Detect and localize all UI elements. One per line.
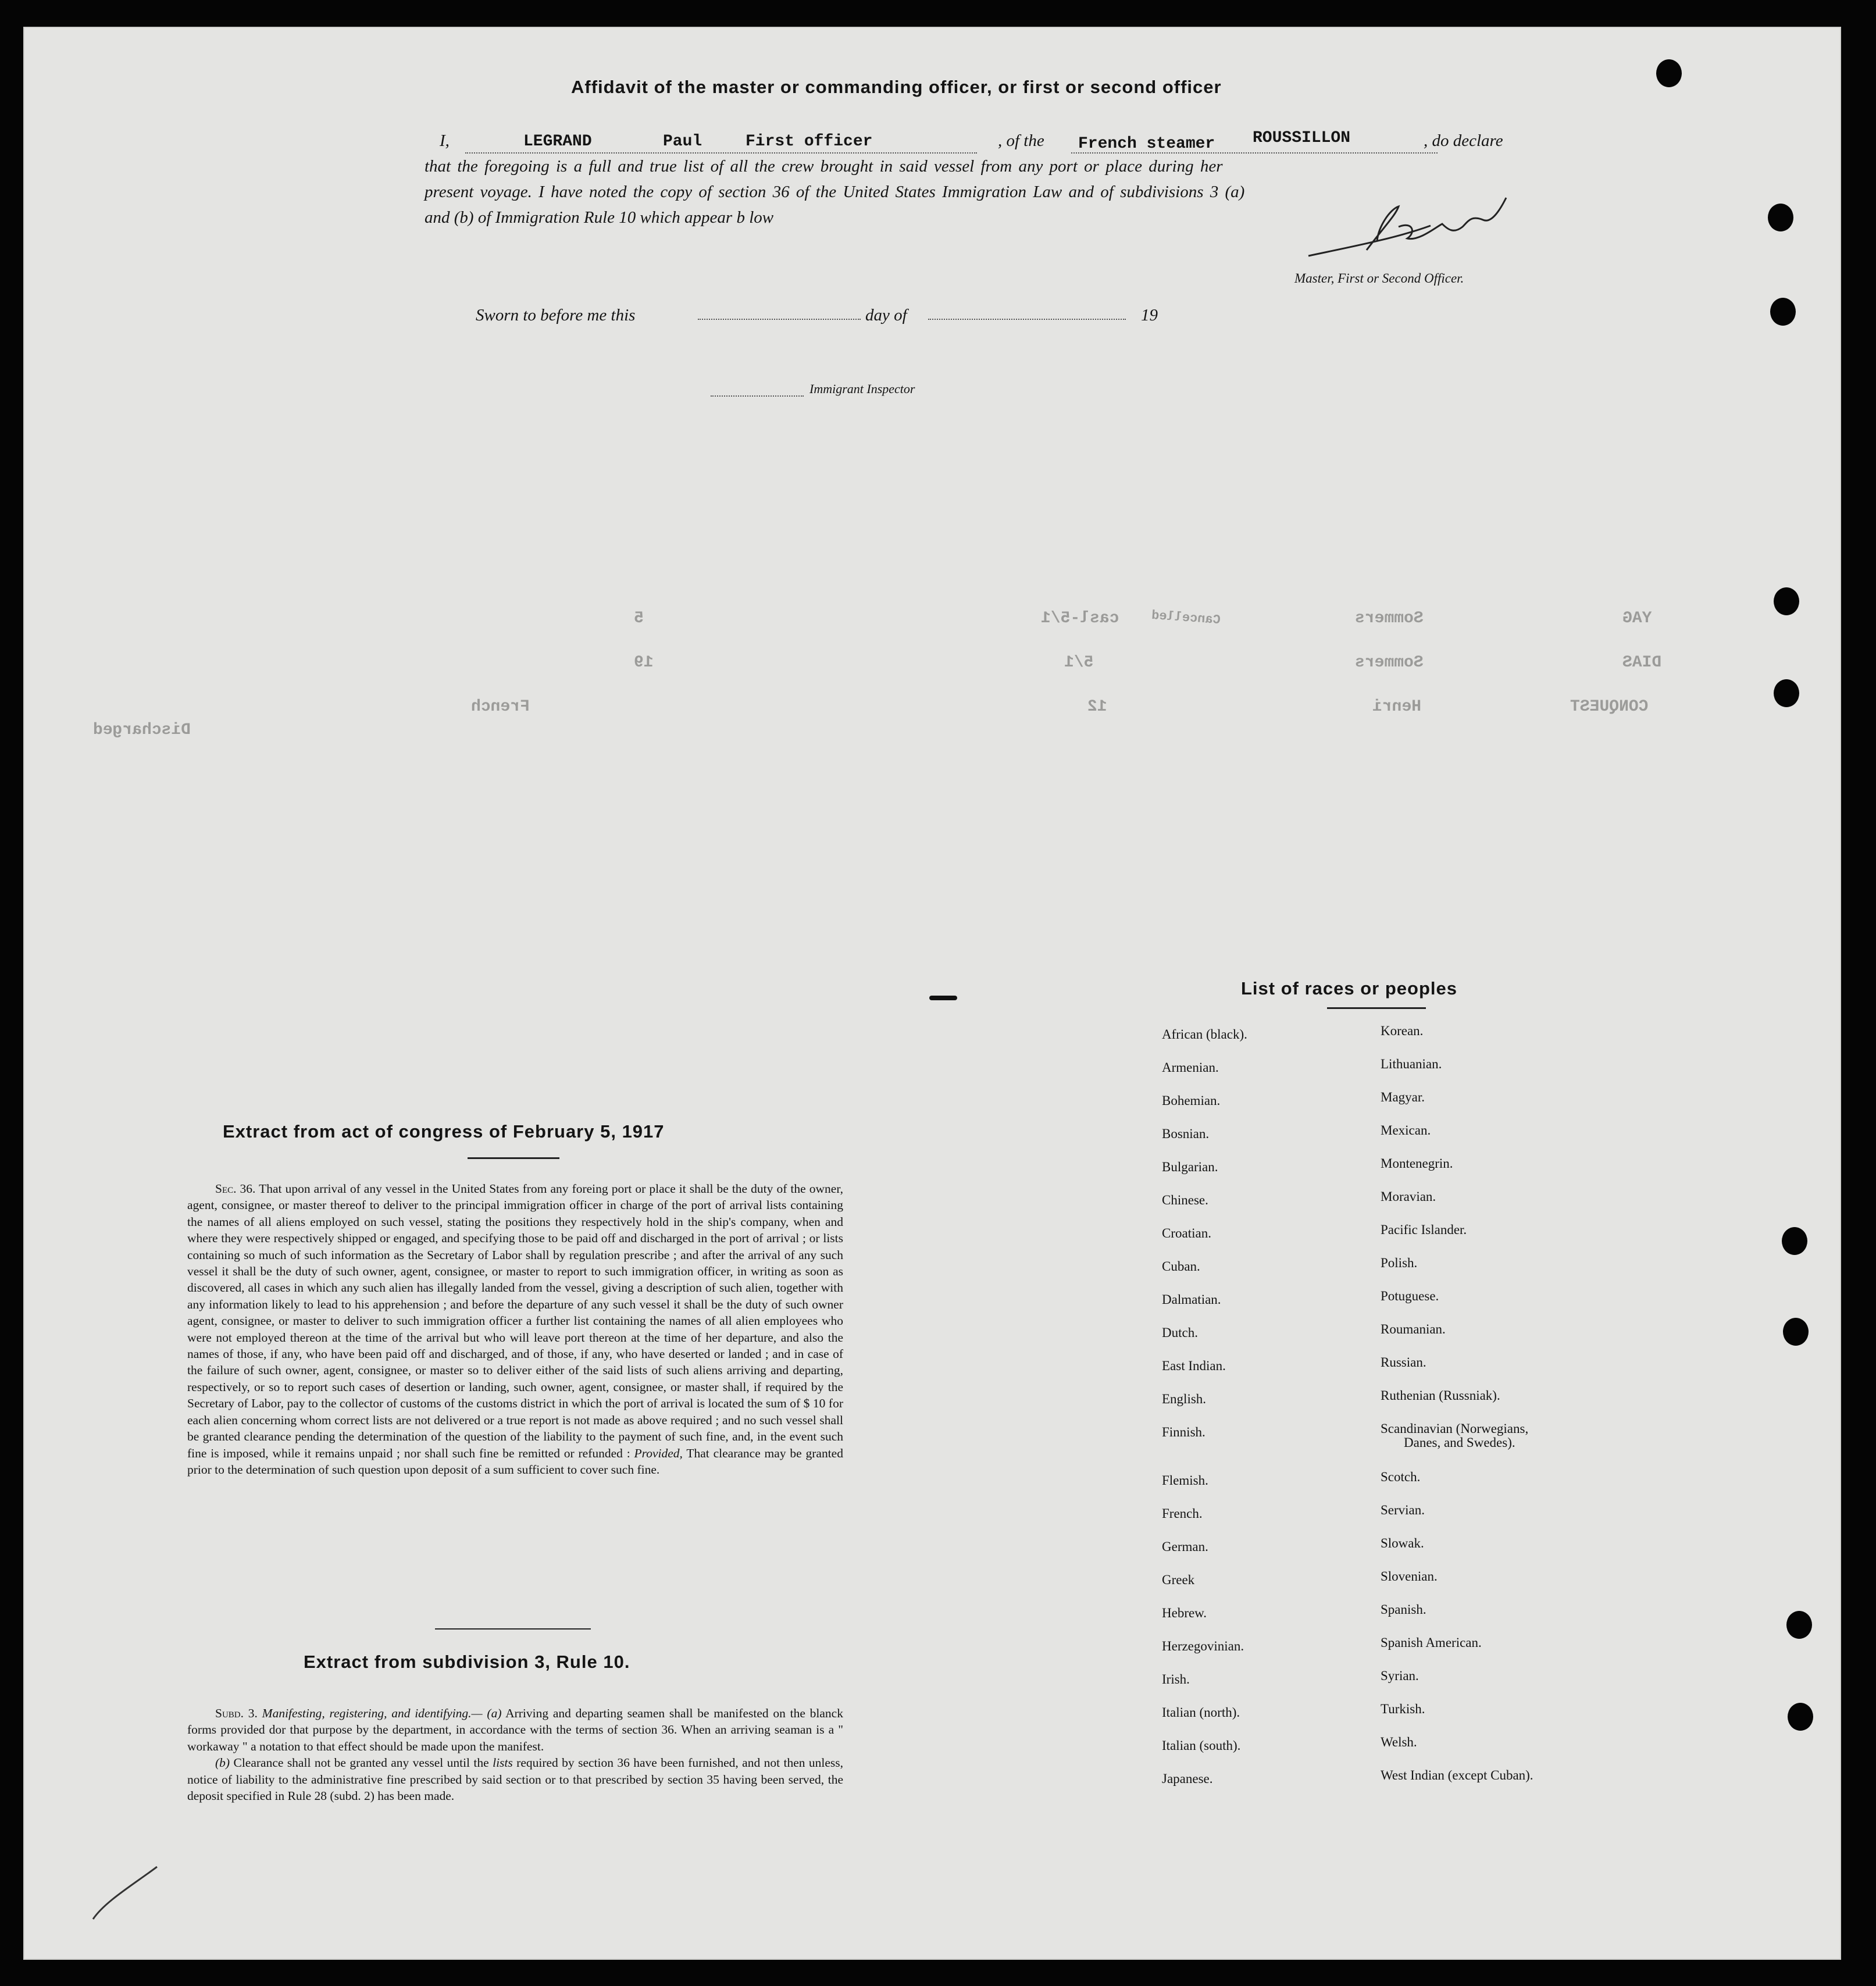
race-item: English. (1162, 1392, 1207, 1406)
sworn-month-blank (928, 319, 1126, 320)
bleedthrough-text: 19 (634, 654, 654, 672)
rule-subd-title: Manifesting, registering, and identifying.— (a) (262, 1706, 502, 1720)
rule-text-b2: required by section 36 have been furnished, and not then unless, notice of liability to the administrative fine prescribed by said section or to that prescribed by section 35 having been served, the deposit specified in Rule 28 (subd. 2) has been made. (187, 1756, 844, 1803)
race-item: Montenegrin. (1381, 1156, 1453, 1171)
pencil-mark (81, 1861, 163, 1925)
rule-paragraph-b (187, 1755, 843, 1804)
bleedthrough-text: Henri (1372, 698, 1422, 716)
binder-hole (1788, 1703, 1813, 1731)
act-section-body: That upon arrival of any vessel in the United States from any foreing port or place it shall be the duty of the owner, agent, consignee, or master thereof to deliver to the principal immigration officer in charge of the port of arrival lists containing the names of all aliens employed on such vessel, stating the positions they respectively hold in the ship's company, when and where they were respectively shipped or engaged, and specifying those to be paid off and discharged in the port of arrival ; or lists containing so much of such information as the Secretary of Labor shall by regulation prescribe ; and after the arrival of any such vessel it shall be the duty of such owner, agent, consignee, or master to report to such immigration officer, in writing as soon as discovered, all cases in which any such alien has illegally landed from the vessel, giving a description of such alien, together with any information likely to lead to his apprehension ; and before the departure of any such vessel it shall be the duty of such owner agent, consignee, or master to deliver to such immigration officer a further list containing the names of all alien employees who were not employed thereon at the time of the arrival but who will leave port thereon at the time of her departure, and also the names of those, if any, who have been paid off and discharged, and of those, if any, who have deserted or landed ; and in case of the failure of such owner, agent, consignee, or master so to deliver either of the said lists of such aliens arriving and departing, respectively, or so to report such cases of desertion or landing, such owner, agent, consignee, or master shall, if required by the Secretary of Labor, pay to the collector of customs of the customs district in which the port of arrival is located the sum of $ 10 for each alien concerning whom correct lists are not delivered or a true report is not made as above required ; and no such vessel shall be granted clearance pending the determination of the question of the liability to the payment of such fine, and, in the event such fine is imposed, while it remains unpaid ; nor shall such fine be remitted or refunded : (187, 1182, 843, 1460)
vessel-name: ROUSSILLON (1253, 129, 1351, 147)
race-item: Armenian. (1162, 1060, 1219, 1075)
races-heading: List of races or peoples (1241, 978, 1457, 999)
race-item: Bulgarian. (1162, 1160, 1218, 1174)
race-item: Scotch. (1381, 1470, 1421, 1484)
race-item: Cuban. (1162, 1259, 1200, 1274)
bleedthrough-text: Discharged (93, 721, 191, 739)
race-item: Slowak. (1381, 1536, 1424, 1550)
race-item: Dutch. (1162, 1325, 1198, 1340)
affidavit-heading: Affidavit of the master or commanding officer, or first or second officer (571, 77, 1222, 97)
sworn-day-of: day of (865, 306, 907, 325)
inspector-signature-blank (711, 395, 804, 397)
act-provided: Provided, (634, 1446, 683, 1460)
bleedthrough-text: Cancelled (1151, 608, 1221, 628)
race-item: Ruthenian (Russniak). (1381, 1388, 1500, 1403)
binder-hole (1786, 1611, 1812, 1639)
signature-caption: Master, First or Second Officer. (1294, 271, 1464, 286)
binder-hole (1782, 1227, 1807, 1255)
officer-name: LEGRAND (523, 133, 592, 151)
binder-hole (1768, 204, 1793, 231)
race-item: Croatian. (1162, 1226, 1211, 1240)
bleedthrough-text: Sommers (1355, 609, 1424, 627)
bleedthrough-text: French (471, 698, 530, 716)
race-item: Welsh. (1381, 1735, 1417, 1749)
race-item: Spanish. (1381, 1602, 1426, 1617)
race-item: Bohemian. (1162, 1093, 1221, 1108)
race-item: Scandinavian (Norwegians, (1381, 1421, 1529, 1436)
race-item: Syrian. (1381, 1668, 1419, 1683)
affidavit-i: I, (440, 131, 450, 150)
ink-mark (929, 996, 957, 1000)
race-item: East Indian. (1162, 1359, 1226, 1373)
race-item: Irish. (1162, 1672, 1190, 1687)
race-item: Russian. (1381, 1355, 1426, 1370)
race-item: Lithuanian. (1381, 1057, 1442, 1071)
affidavit-of-the: , of the (998, 131, 1044, 150)
bleedthrough-text: 5/1 (1064, 654, 1094, 672)
race-item: West Indian (except Cuban). (1381, 1768, 1533, 1782)
race-item: Italian (south). (1162, 1738, 1241, 1753)
race-item: Roumanian. (1381, 1322, 1446, 1336)
race-item: Dalmatian. (1162, 1292, 1221, 1307)
sworn-day-blank (698, 319, 861, 320)
rule-text-b1: Clearance shall not be granted any vessel until the (233, 1756, 489, 1770)
officer-given-name: Paul (663, 133, 702, 151)
race-item: Spanish American. (1381, 1635, 1482, 1650)
races-heading-underline (1327, 1007, 1426, 1009)
affidavit-do-declare: , do declare (1424, 131, 1503, 150)
race-item: Slovenian. (1381, 1569, 1438, 1584)
race-item: Herzegovinian. (1162, 1639, 1244, 1653)
race-item: Japanese. (1162, 1771, 1213, 1786)
affidavit-line-3: present voyage. I have noted the copy of section 36 of the United States Immigration Law and of subdivisions 3 (a) (425, 183, 1245, 201)
race-item: African (black). (1162, 1027, 1247, 1042)
race-item: Flemish. (1162, 1473, 1208, 1488)
race-item: Mexican. (1381, 1123, 1431, 1138)
race-item: Hebrew. (1162, 1606, 1207, 1620)
rule-subdivision-text (187, 1705, 843, 1804)
rule-lists: lists (493, 1756, 513, 1770)
vessel-type: French steamer (1078, 135, 1215, 153)
officer-signature (1297, 192, 1518, 268)
race-item: Finnish. (1162, 1425, 1206, 1439)
act-section-end: That clearance may be granted prior to the determination of such question upon deposit of a sum sufficient to cover such fine. (187, 1446, 843, 1477)
sworn-prefix: Sworn to before me this (476, 306, 636, 325)
binder-hole (1783, 1318, 1809, 1346)
rule-paragraph-a (187, 1705, 843, 1755)
act-separator (435, 1628, 591, 1630)
bleedthrough-text: YAG (1622, 609, 1652, 627)
bleedthrough-text: casl-5/1 (1041, 609, 1119, 627)
affidavit-line-4: and (b) of Immigration Rule 10 which appear b low (425, 208, 774, 227)
affidavit-line-1 (440, 131, 450, 151)
race-item: Korean. (1381, 1024, 1424, 1038)
race-item: Bosnian. (1162, 1126, 1210, 1141)
binder-hole (1770, 298, 1796, 326)
act-section-label: Sec. 36. (215, 1182, 256, 1196)
officer-name-blank (465, 152, 977, 154)
race-item: Potuguese. (1381, 1289, 1439, 1303)
inspector-caption: Immigrant Inspector (809, 381, 915, 396)
race-item: German. (1162, 1539, 1208, 1554)
bleedthrough-text: 5 (634, 609, 644, 627)
sworn-year: 19 (1141, 306, 1158, 325)
binder-hole (1656, 59, 1682, 87)
act-section-36-text (187, 1181, 843, 1478)
race-item: Italian (north). (1162, 1705, 1240, 1720)
race-item: Turkish. (1381, 1702, 1425, 1716)
race-item: Danes, and Swedes). (1404, 1435, 1515, 1450)
rule-b-label: (b) (215, 1756, 230, 1770)
race-item: French. (1162, 1506, 1203, 1521)
document-sheet (23, 27, 1841, 1960)
race-item: Moravian. (1381, 1189, 1436, 1204)
act-heading: Extract from act of congress of February 5, 1917 (223, 1121, 665, 1142)
affidavit-line-2: that the foregoing is a full and true list of all the crew brought in said vessel from any port or place during her (425, 157, 1223, 176)
bleedthrough-text: Sommers (1355, 654, 1424, 672)
bleedthrough-text: CONQUEST (1570, 698, 1649, 716)
rule-text-a: Arriving and departing seamen shall be manifested on the blanck forms provided dor that purpose by the department, in accordance with the terms of section 36. When an arriving seaman is a " workaway " a notation to that effect should be made upon the manifest. (187, 1706, 843, 1753)
race-item: Greek (1162, 1573, 1195, 1587)
bleedthrough-text: 12 (1087, 698, 1107, 716)
binder-hole (1774, 587, 1799, 615)
race-item: Chinese. (1162, 1193, 1208, 1207)
officer-rank: First officer (746, 133, 873, 151)
race-item: Pacific Islander. (1381, 1222, 1467, 1237)
race-item: Servian. (1381, 1503, 1425, 1517)
rule-subd-label: Subd. 3. (215, 1706, 258, 1720)
rule-heading: Extract from subdivision 3, Rule 10. (304, 1652, 630, 1672)
race-item: Magyar. (1381, 1090, 1425, 1104)
binder-hole (1774, 679, 1799, 707)
act-heading-underline (468, 1157, 559, 1159)
race-item: Polish. (1381, 1256, 1418, 1270)
bleedthrough-text: DIAS (1622, 654, 1662, 672)
